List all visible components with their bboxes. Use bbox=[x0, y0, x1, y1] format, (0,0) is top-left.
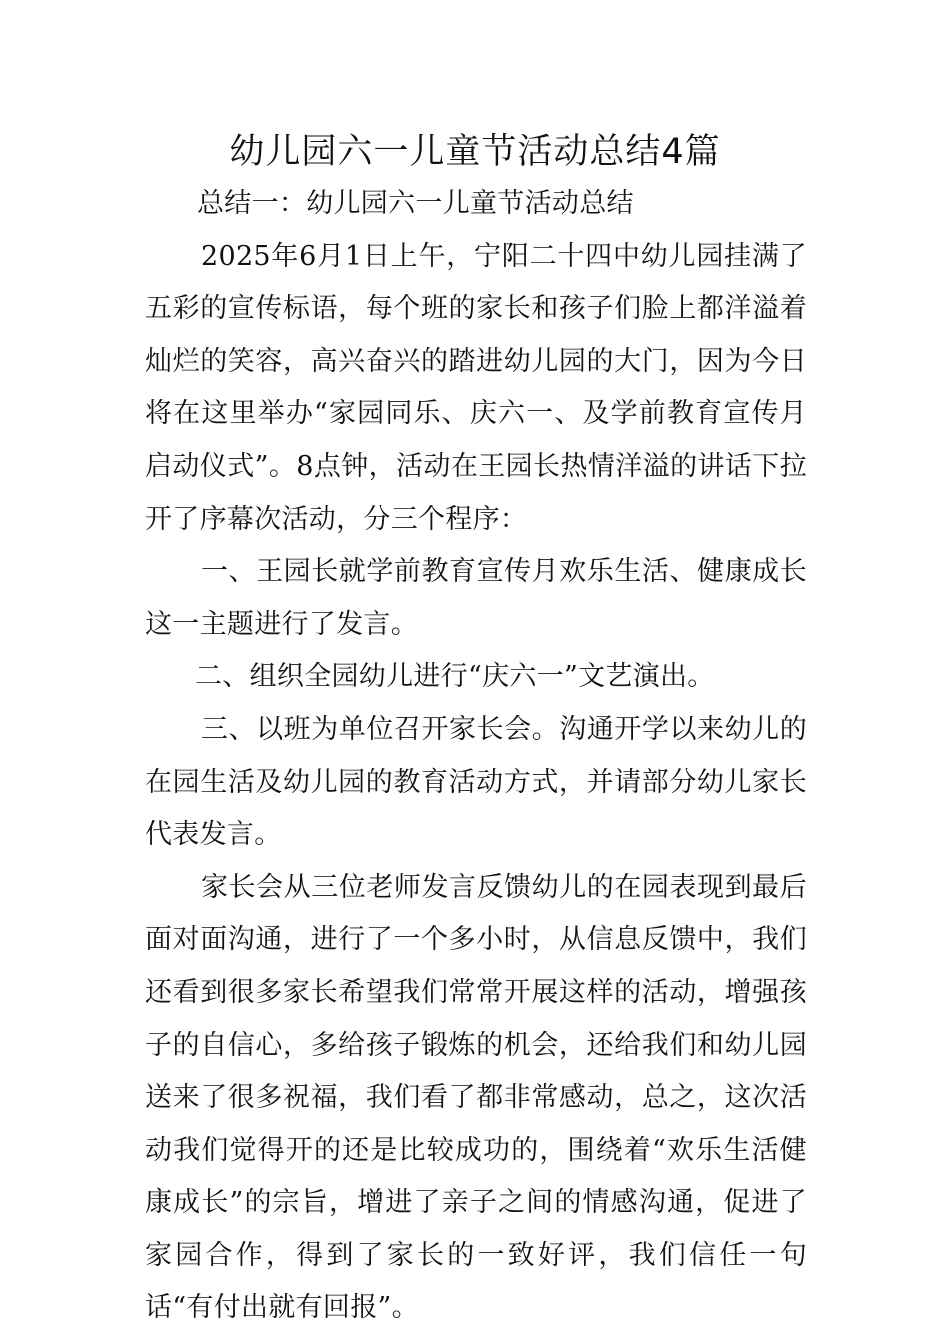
paragraph-step-three: 三、以班为单位召开家长会。沟通开学以来幼儿的在园生活及幼儿园的教育活动方式，并请部分幼儿家长代表发言。 bbox=[145, 713, 807, 851]
document-title: 幼儿园六一儿童节活动总结4篇 bbox=[229, 132, 721, 172]
paragraph-step-two: 二、组织全园幼儿进行“庆六一”文艺演出。 bbox=[195, 661, 715, 693]
paragraph-step-one: 一、王园长就学前教育宣传月欢乐生活、健康成长这一主题进行了发言。 bbox=[145, 556, 807, 640]
section-subtitle: 总结一：幼儿园六一儿童节活动总结 bbox=[197, 188, 634, 219]
paragraph-intro: 2025年6月1日上午，宁阳二十四中幼儿园挂满了五彩的宣传标语，每个班的家长和孩子们脸上都洋溢着灿烂的笑容，高兴奋兴的踏进幼儿园的大门，因为今日将在这里举办“家园同乐、庆六一、及学前教育宣传月启动仪式”。8点钟，活动在王园长热情洋溢的讲话下拉开了序幕次活动，分三个程序： bbox=[145, 240, 807, 535]
paragraph-summary: 家长会从三位老师发言反馈幼儿的在园表现到最后面对面沟通，进行了一个多小时，从信息反馈中，我们还看到很多家长希望我们常常开展这样的活动，增强孩子的自信心，多给孩子锻炼的机会，还给我们和幼儿园送来了很多祝福，我们看了都非常感动，总之，这次活动我们觉得开的还是比较成功的，围绕着“欢乐生活健康成长”的宗旨，增进了亲子之间的情感沟通，促进了家园合作，得到了家长的一致好评，我们信任一句话“有付出就有回报”。 bbox=[145, 871, 807, 1324]
document-body bbox=[145, 178, 807, 1335]
